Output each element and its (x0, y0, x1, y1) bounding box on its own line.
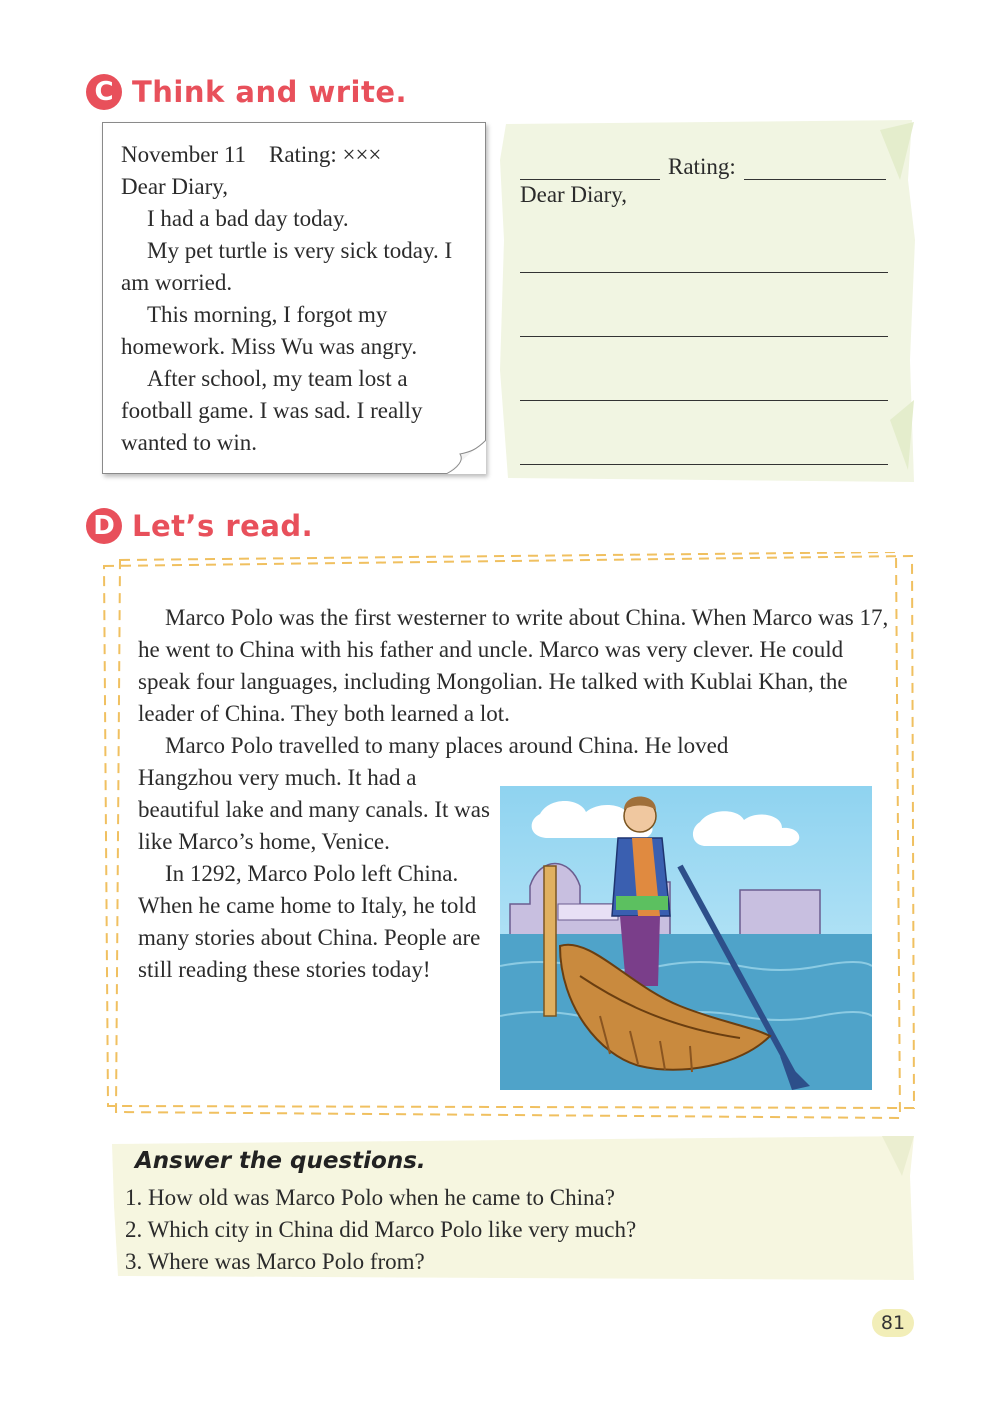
reading-paragraph: Marco Polo travelled to many places around China. He loved (165, 733, 729, 758)
diary-paragraph: I had a bad day today. (147, 206, 349, 231)
diary-greeting: Dear Diary, (121, 174, 229, 199)
question-item: 2. Which city in China did Marco Polo like very much? (125, 1217, 637, 1242)
section-c-badge: C (86, 74, 122, 110)
diary-paragraph: After school, my team lost a football game. I was sad. I really wanted to win. (121, 366, 423, 455)
diary-paragraph: My pet turtle is very sick today. I am worried. (121, 238, 453, 295)
date-blank[interactable] (520, 153, 660, 180)
reading-paragraph: Hangzhou very much. It had a beautiful lake and many canals. It was like Marco’s home, Venice. (138, 765, 490, 854)
section-c-heading (86, 74, 407, 110)
write-diary-content (520, 150, 896, 208)
reading-narrow-column (138, 762, 490, 986)
writing-line[interactable] (520, 272, 888, 273)
write-greeting: Dear Diary, (520, 182, 628, 207)
page-curl-icon (446, 440, 486, 474)
write-diary-card (500, 120, 915, 482)
diary-rating-value: ××× (342, 142, 382, 167)
questions-title: Answer the questions. (135, 1148, 426, 1174)
question-item: 3. Where was Marco Polo from? (125, 1249, 425, 1274)
write-rating-label: Rating: (668, 154, 736, 179)
diary-date: November 11 (121, 142, 246, 167)
section-d-badge: D (86, 508, 122, 544)
questions-list (125, 1182, 636, 1278)
writing-line[interactable] (520, 336, 888, 337)
writing-line[interactable] (520, 400, 888, 401)
marco-polo-gondola-illustration (500, 786, 872, 1090)
diary-header-line (121, 139, 475, 171)
page-number: 81 (872, 1309, 914, 1337)
sample-diary-card (102, 122, 486, 474)
rating-row (520, 150, 896, 180)
section-d-title: Let’s read. (132, 509, 314, 543)
diary-paragraph: This morning, I forgot my homework. Miss Wu was angry. (121, 302, 418, 359)
section-c-title: Think and write. (132, 75, 408, 109)
reading-paragraph: In 1292, Marco Polo left China. When he came home to Italy, he told many stories about China. People are still reading these stories today! (138, 861, 481, 982)
reading-paragraph: Marco Polo was the first westerner to write about China. When Marco was 17, he went to China with his father and uncle. Marco was very clever. He could speak four languages, including Mongolian. He talked with Kublai Khan, the leader of China. They both learned a lot. (138, 605, 889, 726)
diary-rating-label: Rating: (268, 142, 337, 167)
rating-blank[interactable] (744, 153, 886, 180)
writing-line[interactable] (520, 464, 888, 465)
section-d-heading (86, 508, 313, 544)
question-item: 1. How old was Marco Polo when he came to China? (125, 1185, 615, 1210)
